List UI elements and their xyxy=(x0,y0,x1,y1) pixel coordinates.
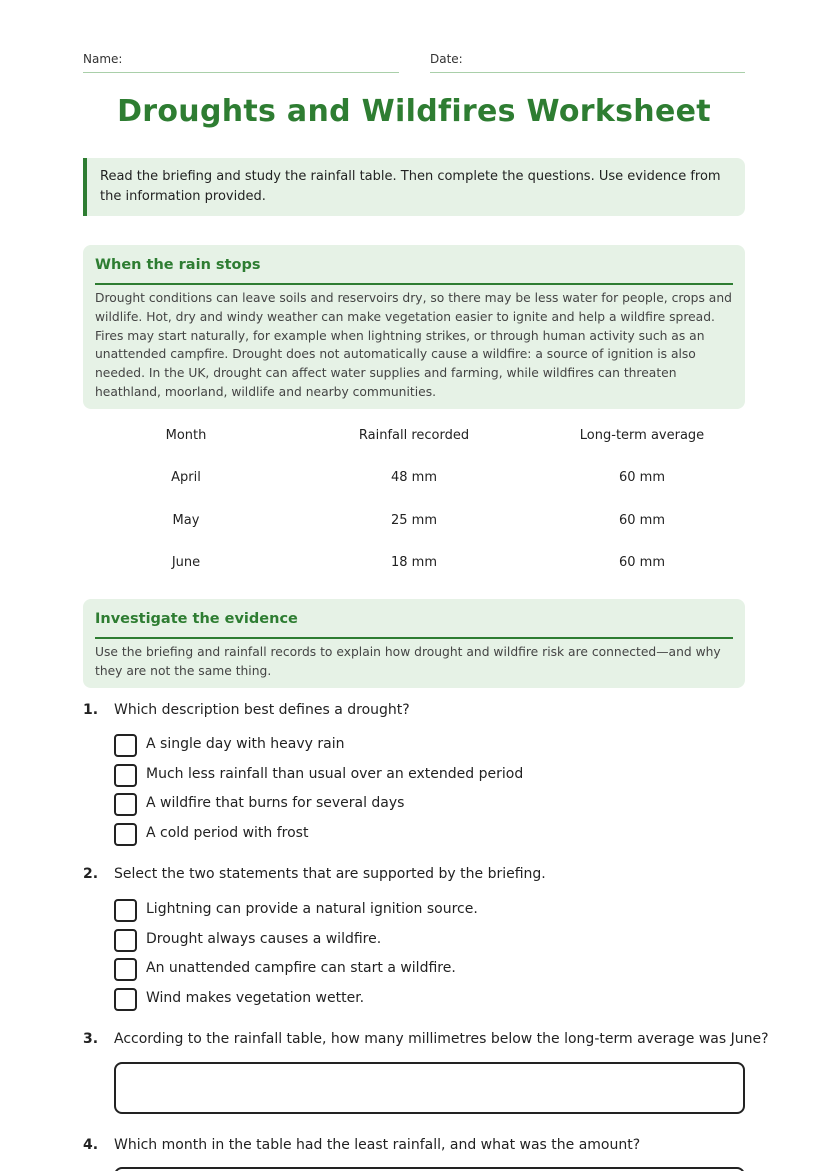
rainfall-table xyxy=(83,414,745,584)
checkbox[interactable] xyxy=(114,899,137,922)
question-text: Which description best defines a drought? xyxy=(114,702,410,718)
table-cell-month: April xyxy=(171,470,201,486)
answer-box[interactable] xyxy=(114,1062,745,1114)
table-cell-rainfall: 18 mm xyxy=(390,555,437,571)
checkbox[interactable] xyxy=(114,958,137,981)
name-label: Name: xyxy=(83,52,123,66)
header-fields xyxy=(83,52,745,74)
investigate-panel xyxy=(83,599,745,688)
date-label: Date: xyxy=(430,52,463,66)
option-label: Drought always causes a wildfire. xyxy=(146,930,382,947)
question-text: According to the rainfall table, how many millimetres below the long-term average was June? xyxy=(114,1031,769,1047)
briefing-panel xyxy=(83,245,745,409)
option-label: Wind makes vegetation wetter. xyxy=(146,990,365,1007)
question-number: 2. xyxy=(83,866,99,882)
checkbox[interactable] xyxy=(114,823,137,846)
investigate-body: Use the briefing and rainfall records to explain how drought and wildfire risk are connected—and why they are not the same thing. xyxy=(95,645,721,678)
briefing-heading: When the rain stops xyxy=(95,255,733,285)
table-row xyxy=(83,457,745,500)
table-row xyxy=(83,499,745,542)
question-text: Which month in the table had the least rainfall, and what was the amount? xyxy=(114,1137,641,1153)
option-label: A single day with heavy rain xyxy=(146,736,345,752)
checkbox[interactable] xyxy=(114,988,137,1011)
date-field[interactable] xyxy=(430,52,745,73)
option-label: Lightning can provide a natural ignition source. xyxy=(146,901,478,917)
table-cell-rainfall: 48 mm xyxy=(390,470,437,486)
table-row xyxy=(83,542,745,585)
table-cell-month: June xyxy=(171,555,201,571)
table-cell-average: 60 mm xyxy=(618,470,665,486)
question-number: 3. xyxy=(83,1031,99,1047)
table-cell-month: May xyxy=(172,512,200,528)
investigate-heading: Investigate the evidence xyxy=(95,609,733,639)
page-title: Droughts and Wildfires Worksheet xyxy=(117,94,711,129)
table-cell-average: 60 mm xyxy=(618,512,665,528)
checkbox[interactable] xyxy=(114,734,137,757)
checkbox[interactable] xyxy=(114,929,137,952)
briefing-body: Drought conditions can leave soils and reservoirs dry, so there may be less water for people, crops and wildlife. Hot, dry and windy weather can make vegetation easier to ignite and help a wildfire spread. Fires may start naturally, for example when lightning strikes, or through human activity such as an unattended campfire. Drought does not automatically cause a wildfire: a source of ignition is also needed. In the UK, drought can affect water supplies and farming, while wildfires can threaten heathland, moorland, wildlife and nearby communities. xyxy=(95,291,732,399)
question-number: 1. xyxy=(83,702,99,718)
name-field[interactable] xyxy=(83,52,399,73)
table-cell-rainfall: 25 mm xyxy=(390,512,437,528)
question-text: Select the two statements that are supported by the briefing. xyxy=(114,866,546,882)
table-header-average: Long-term average xyxy=(579,427,705,443)
option-label: An unattended campfire can start a wildfire. xyxy=(146,960,456,977)
table-cell-average: 60 mm xyxy=(618,555,665,571)
option-label: A wildfire that burns for several days xyxy=(146,795,405,812)
table-header-month: Month xyxy=(165,427,207,443)
table-header-rainfall: Rainfall recorded xyxy=(358,427,470,443)
instructions-box: Read the briefing and study the rainfall table. Then complete the questions. Use evidence from the information provided. xyxy=(83,158,745,216)
option-label: A cold period with frost xyxy=(146,825,309,842)
checkbox[interactable] xyxy=(114,793,137,816)
answer-box[interactable] xyxy=(114,1167,745,1171)
checkbox[interactable] xyxy=(114,764,137,787)
question-number: 4. xyxy=(83,1137,99,1153)
table-header-row xyxy=(83,414,745,457)
option-label: Much less rainfall than usual over an extended period xyxy=(146,765,524,782)
